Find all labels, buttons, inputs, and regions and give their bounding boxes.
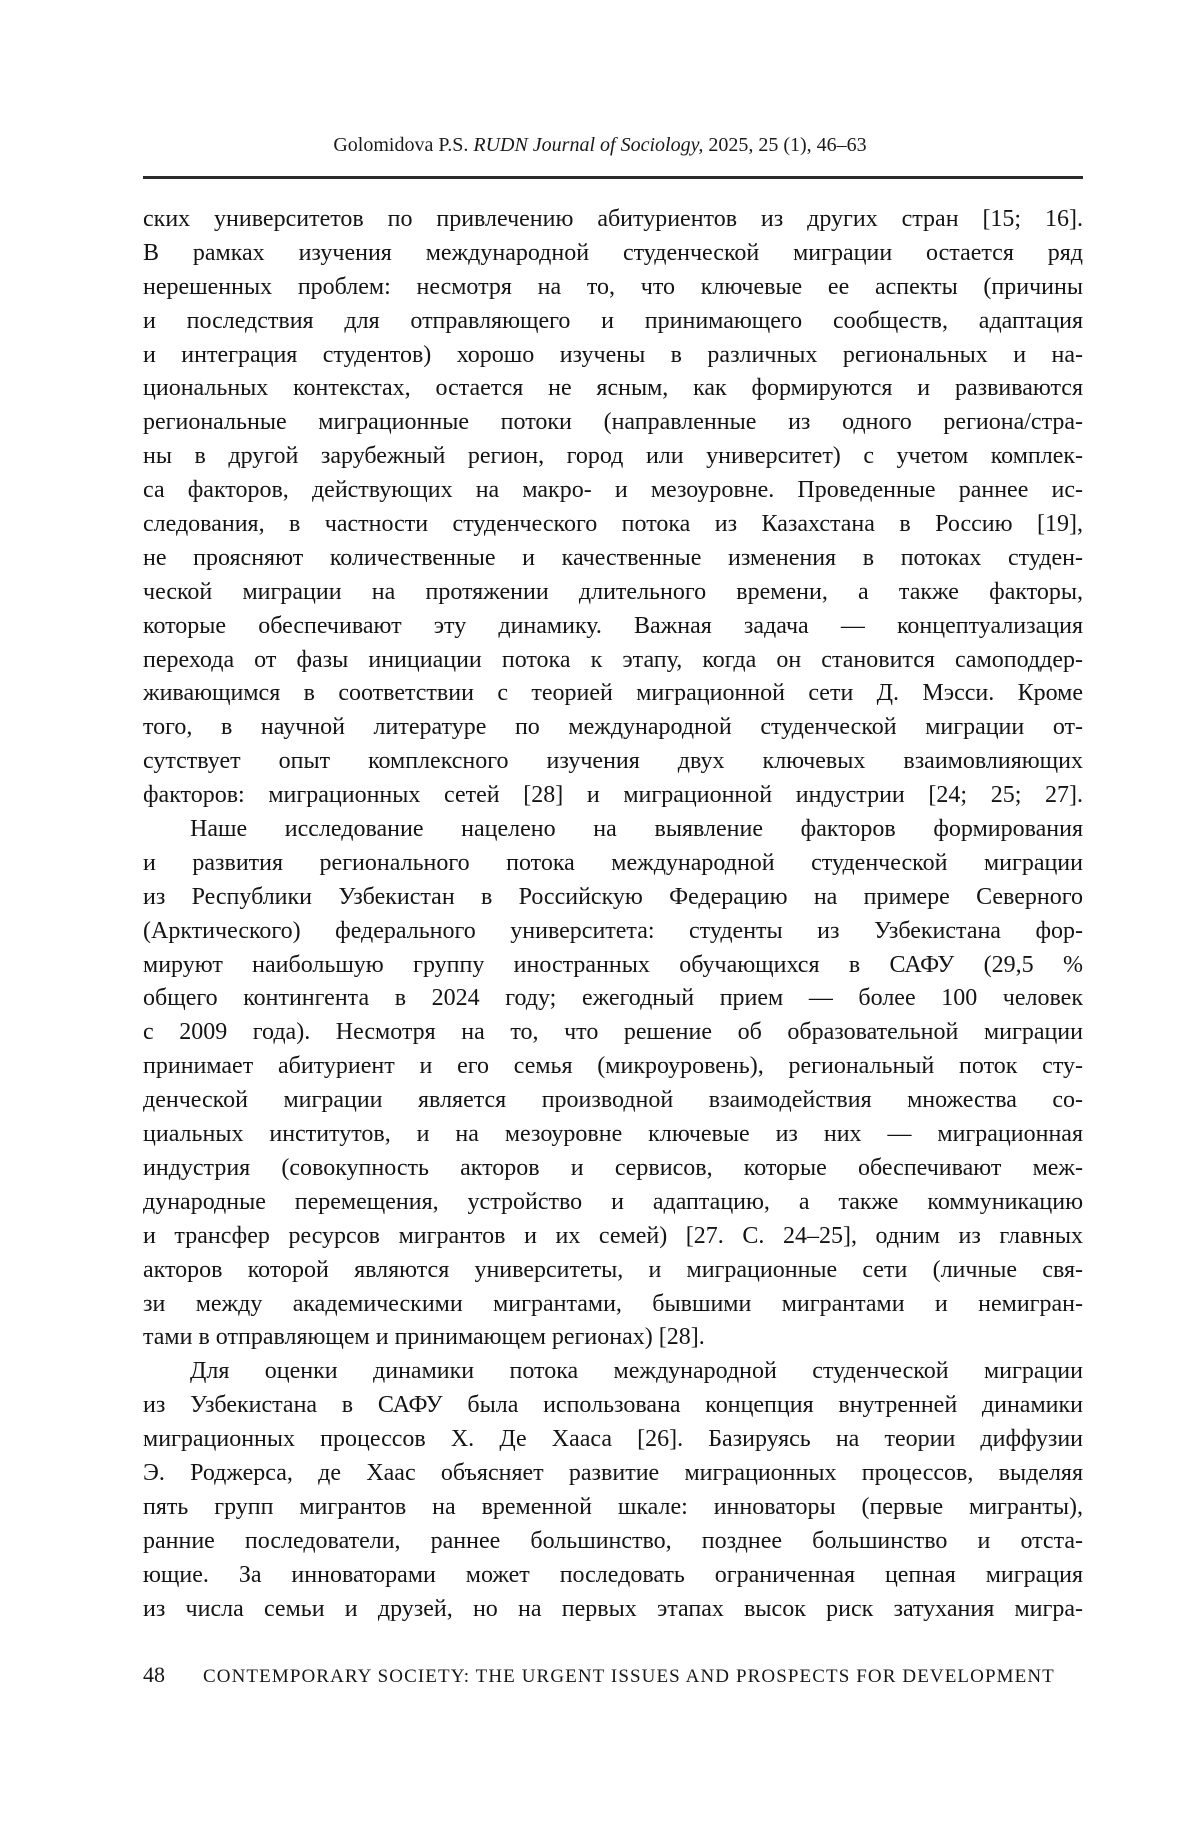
text-line: факторов: миграционных сетей [28] и миграционной индустрии [24; 25; 27]. [143,782,1083,809]
text-line: и последствия для отправляющего и принимающего сообществ, адаптация [143,307,1083,334]
text-line: с 2009 года). Несмотря на то, что решение об образовательной миграции [143,1019,1083,1046]
text-line: акторов которой являются университеты, и миграционные сети (личные свя- [143,1256,1083,1283]
text-line: (Арктического) федерального университета: студенты из Узбекистана фор- [143,917,1083,944]
text-line: ских университетов по привлечению абитуриентов из других стран [15; 16]. [143,206,1083,232]
header-rule [143,176,1083,179]
text-line: и развития регионального потока международной студенческой миграции [143,849,1083,876]
page-footer [143,1662,1083,1688]
body-text [143,203,1083,1626]
text-line: ющие. За инноваторами может последовать ограниченная цепная миграция [143,1561,1083,1588]
text-line: сутствует опыт комплексного изучения двух ключевых взаимовлияющих [143,748,1083,775]
text-line: Наше исследование нацелено на выявление факторов формирования [190,816,1083,843]
text-line: Э. Роджерса, де Хаас объясняет развитие миграционных процессов, выделяя [143,1459,1083,1486]
text-line: индустрия (совокупность акторов и сервисов, которые обеспечивают меж- [143,1154,1083,1181]
text-line: и интеграция студентов) хорошо изучены в различных региональных и на- [143,341,1083,368]
text-line: живающимся в соответствии с теорией миграционной сети Д. Мэсси. Кроме [143,680,1083,707]
text-line: Для оценки динамики потока международной студенческой миграции [190,1358,1083,1385]
text-line: перехода от фазы инициации потока к этапу, когда он становится самоподдер- [143,646,1083,673]
text-line: и трансфер ресурсов мигрантов и их семей) [27. С. 24–25], одним из главных [143,1222,1083,1249]
text-line: миграционных процессов Х. Де Хааса [26]. Базируясь на теории диффузии [143,1426,1083,1453]
text-line: дународные перемещения, устройство и адаптацию, а также коммуникацию [143,1188,1083,1215]
text-line: из Узбекистана в САФУ была использована концепция внутренней динамики [143,1392,1083,1419]
text-line: из Республики Узбекистан в Российскую Федерацию на примере Северного [143,883,1083,910]
text-line: циональных контекстах, остается не ясным, как формируются и развиваются [143,375,1083,402]
text-line: пять групп мигрантов на временной шкале: инноваторы (первые мигранты), [143,1493,1083,1520]
text-line: принимает абитуриент и его семья (микроуровень), региональный поток сту- [143,1053,1083,1080]
running-head-journal: RUDN Journal of Sociology, [473,134,704,156]
text-line: общего контингента в 2024 году; ежегодный прием — более 100 человек [143,985,1083,1012]
text-line: зи между академическими мигрантами, бывшими мигрантами и немигран- [143,1290,1083,1317]
text-line: денческой миграции является производной взаимодействия множества со- [143,1087,1083,1114]
text-line: циальных институтов, и на мезоуровне ключевые из них — миграционная [143,1121,1083,1148]
running-head-citation: 2025, 25 (1), 46–63 [708,134,867,156]
paragraph [143,203,1083,813]
paragraph [143,813,1083,1355]
text-line: нерешенных проблем: несмотря на то, что ключевые ее аспекты (причины [143,273,1083,300]
text-line: того, в научной литературе по международной студенческой миграции от- [143,714,1083,741]
text-line: из числа семьи и друзей, но на первых этапах высок риск затухания мигра- [143,1595,1083,1622]
text-line: В рамках изучения международной студенческой миграции остается ряд [143,239,1083,266]
running-head-author: Golomidova P.S. [333,134,469,156]
text-line: следования, в частности студенческого потока из Казахстана в Россию [19], [143,511,1083,538]
running-head [0,134,1200,157]
text-line: мируют наибольшую группу иностранных обучающихся в САФУ (29,5 % [143,951,1083,978]
text-line: не проясняют количественные и качественные изменения в потоках студен- [143,544,1083,571]
footer-running-title: CONTEMPORARY SOCIETY: THE URGENT ISSUES AND PROSPECTS FOR DEVELOPMENT [203,1666,1055,1687]
text-line: ранние последователи, раннее большинство, позднее большинство и отста- [143,1527,1083,1554]
text-line: ны в другой зарубежный регион, город или университет) с учетом комплек- [143,443,1083,470]
text-line: тами в отправляющем и принимающем регионах) [28]. [143,1324,705,1351]
paragraph [143,1355,1083,1626]
text-line: са факторов, действующих на макро- и мезоуровне. Проведенные раннее ис- [143,477,1083,504]
page-number: 48 [143,1662,165,1687]
text-line: ческой миграции на протяжении длительного времени, а также факторы, [143,578,1083,605]
text-line: которые обеспечивают эту динамику. Важная задача — концептуализация [143,612,1083,639]
text-line: региональные миграционные потоки (направленные из одного региона/стра- [143,409,1083,436]
